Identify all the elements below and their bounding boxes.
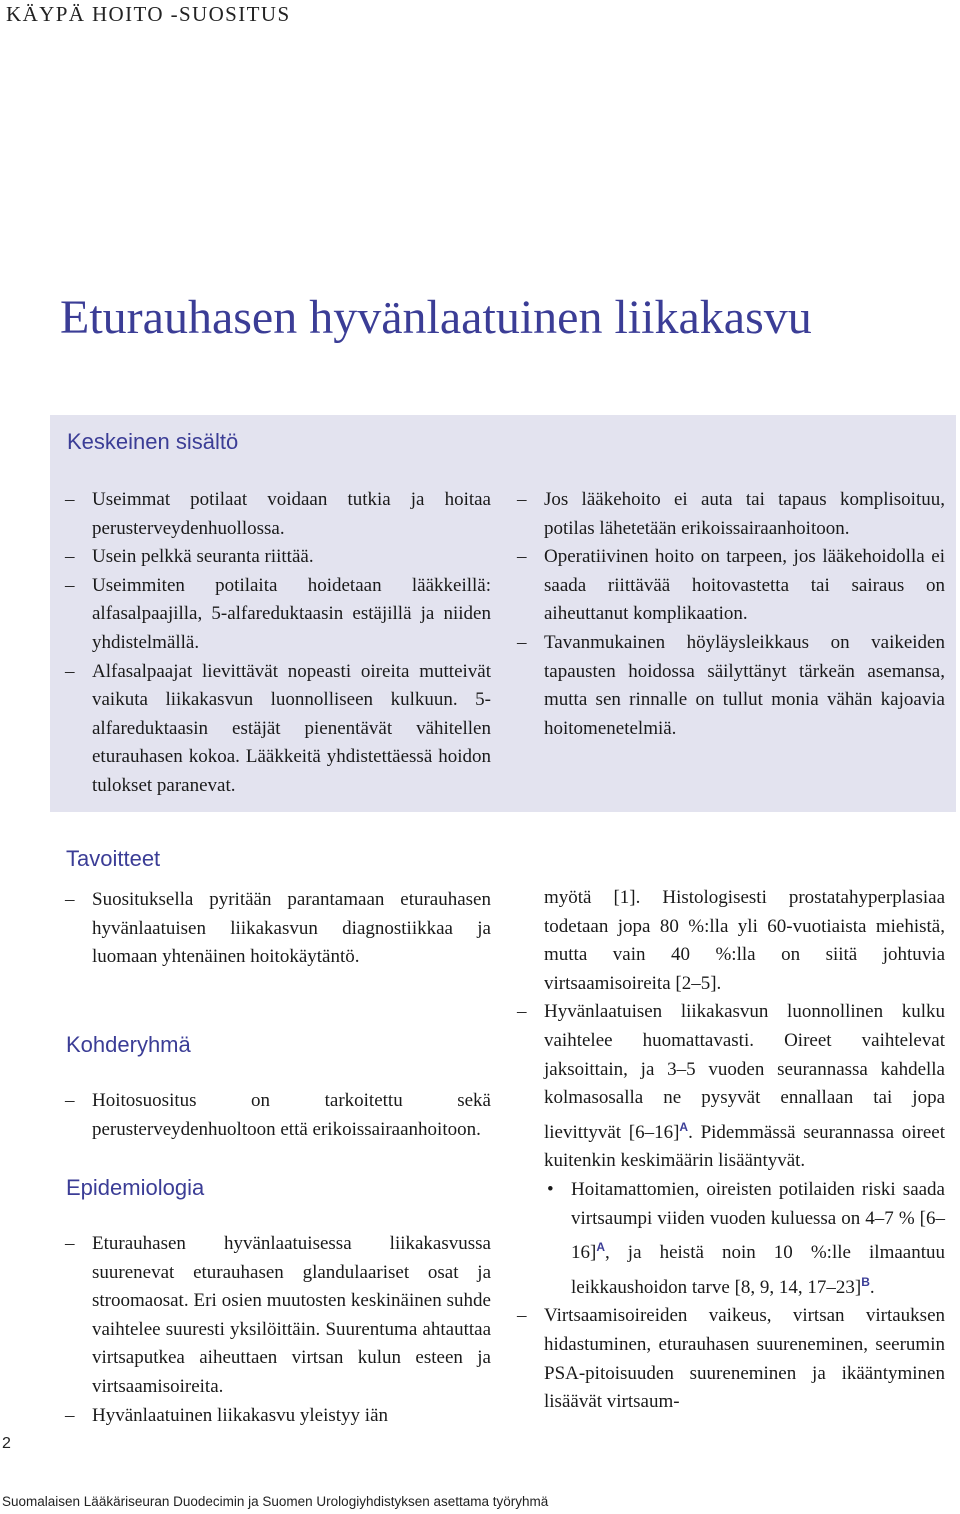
list-item: – Virtsaamisoireiden vaikeus, virtsan virtauksen hidastuminen, eturauhasen suureneminen, seerumin PSA-pitoisuuden suureneminen ja ikääntyminen lisäävät virtsaum-	[517, 1302, 945, 1416]
item-text-tail: . Pidemmässä seurannassa oireet kuitenkin keskimäärin lisääntyvät.	[544, 1121, 945, 1172]
key-content-right-list	[517, 486, 945, 743]
brand-header: KÄYPÄ HOITO -SUOSITUS	[6, 2, 291, 26]
footer-text: Suomalaisen Lääkäriseuran Duodecimin ja Suomen Urologiyhdistyksen asettama työryhmä	[2, 1494, 549, 1509]
key-content-right-column	[517, 486, 945, 743]
item-text: Hyvänlaatuisen liikakasvun luonnollinen kulku vaihtelee huomattavasti. Oireet vaihtelevat jaksoittain, ja 3–5 vuoden seurannassa kahdella kolmasosalla ne pysyvät ennallaan tai jopa lievittyvät [6–16]	[544, 1001, 945, 1143]
key-content-heading: Keskeinen sisältö	[67, 429, 239, 454]
list-item-continuation: myötä [1]. Histologisesti prostatahyperplasiaa todetaan jopa 80 %:lla yli 60-vuotiaista miehistä, mutta vain 40 %:lla on siitä johtuvia virtsaamisoireita [2–5].	[544, 887, 945, 994]
list-item: – Hoitosuositus on tarkoitettu sekä perusterveydenhuoltoon että erikoissairaanhoitoon.	[65, 1087, 491, 1144]
list-item: – Hyvänlaatuinen liikakasvu yleistyy iän	[65, 1402, 491, 1431]
page-number: 2	[2, 1435, 11, 1452]
list-item: – Useimmat potilaat voidaan tutkia ja hoitaa perusterveydenhuollossa.	[65, 486, 491, 543]
list-item	[517, 998, 945, 1176]
kohderyhma-section	[65, 1087, 491, 1144]
evidence-level-badge: A	[596, 1240, 605, 1255]
epidemiologia-right-list	[517, 884, 945, 1176]
page-title: Eturauhasen hyvänlaatuinen liikakasvu	[60, 291, 812, 344]
tavoitteet-list	[65, 886, 491, 972]
epidemiologia-list	[65, 1230, 491, 1430]
epidemiologia-section	[65, 1230, 491, 1430]
list-item: – Usein pelkkä seuranta riittää.	[65, 543, 491, 572]
epidemiologia-right-list-2	[517, 1302, 945, 1416]
bullet-text: Hoitamattomien, oireisten potilaiden riski saada virtsaumpi viiden vuoden kuluessa on 4–7 % [6–16]	[571, 1178, 945, 1264]
list-item: – Useimmiten potilaita hoidetaan lääkkeillä: alfasalpaajilla, 5-alfareduktaasin estäjillä ja niiden yhdistelmällä.	[65, 572, 491, 658]
bullet-text-mid: , ja heistä noin 10 %:lle ilmaantuu leikkaushoidon tarve [8, 9, 14, 17–23]	[571, 1242, 945, 1298]
section-heading-tavoitteet: Tavoitteet	[66, 846, 161, 871]
key-content-left-list	[65, 486, 491, 801]
epidemiologia-right-column	[517, 884, 945, 1417]
bullet-item	[517, 1176, 945, 1302]
evidence-level-badge: B	[861, 1274, 870, 1289]
list-item: – Eturauhasen hyvänlaatuisessa liikakasvussa suurenevat eturauhasen glandulaariset osat ja stroomaosat. Eri osien muutosten keskinäinen suhde vaihtelee suuresti yksilöittäin. Suurentuma ahtauttaa virtsaputkea aiheuttaen virtsan kulun esteen ja virtsaamisoireita.	[65, 1230, 491, 1402]
bullet-text-tail: .	[869, 1276, 875, 1298]
section-heading-kohderyhma: Kohderyhmä	[66, 1032, 191, 1057]
list-item: – Suosituksella pyritään parantamaan eturauhasen hyvänlaatuisen liikakasvun diagnostiikkaa ja luomaan yhtenäinen hoitokäytäntö.	[65, 886, 491, 972]
tavoitteet-section	[65, 886, 491, 972]
list-item: – Alfasalpaajat lievittävät nopeasti oireita mutteivät vaikuta liikakasvun luonnolliseen kulkuun. 5-alfareduktaasin estäjät pienentävät vähitellen eturauhasen kokoa. Lääkkeitä yhdistettäessä hoidon tulokset paranevat.	[65, 658, 491, 801]
epidemiologia-bullet-list	[517, 1176, 945, 1302]
evidence-level-badge: A	[679, 1119, 689, 1134]
section-heading-epidemiologia: Epidemiologia	[66, 1175, 205, 1200]
list-item: – Tavanmukainen höyläysleikkaus on vaikeiden tapausten hoidossa säilyttänyt tärkeän asemansa, mutta sen rinnalle on tullut monia vähän kajoavia hoitomenetelmiä.	[517, 629, 945, 743]
list-item: – Operatiivinen hoito on tarpeen, jos lääkehoidolla ei saada riittävää hoitovastetta tai sairaus on aiheuttanut komplikaation.	[517, 543, 945, 629]
list-item: – Jos lääkehoito ei auta tai tapaus komplisoituu, potilas lähetetään erikoissairaanhoitoon.	[517, 486, 945, 543]
key-content-left-column	[65, 486, 491, 801]
kohderyhma-list	[65, 1087, 491, 1144]
